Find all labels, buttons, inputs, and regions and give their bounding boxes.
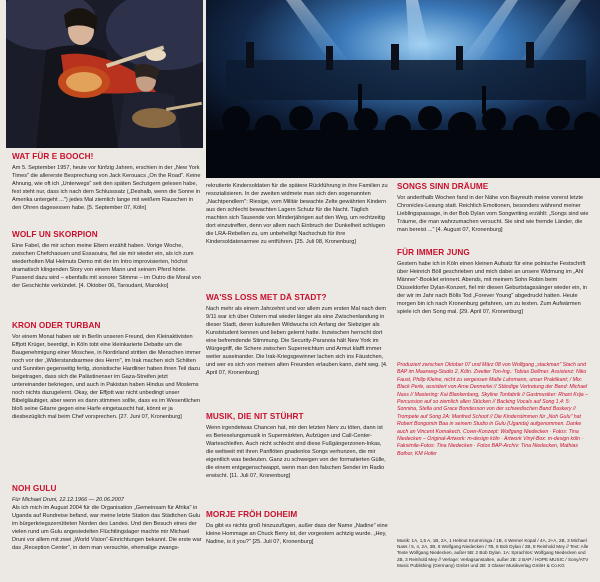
section-text: Da gibt es nichts groß hinzuzufügen, außer dass der Name „Nadine" eine kleine Hommage an Chuck Berry ist, der vorgestern achtzig wurde. „Hey, Nadine, is it you?" [25. Juli 07, Kronenburg] <box>206 523 388 546</box>
section-text: Nach mehr als einem Jahrzehnt und vor allem zum ersten Mal nach dem 9/11 war ich über Ostern mal wieder länger als eine Zwischenlandung in dieser Stadt, deren kulturellen Wildwuchs ich Anfang der Siebziger als Kunststudent kennen und lieben gelernt hatte. Inzwischen herrscht dort eine befremdende Stimmung. Die Security-Paranoia hält New York im Würgegriff, die Schere zwischen Superreichtum und Armut klafft immer weiter auseinander. Die Irak-Kriegsgewinner lachen sich ins Fäustchen, und wer es sich von meinen alten Freunden erlauben kann, zieht weg. [4. April 07, Kronenburg] <box>206 306 388 377</box>
concert-photo <box>206 0 600 178</box>
section-music-credits <box>397 538 590 569</box>
guitarists-live-photo-icon <box>6 0 203 148</box>
section-songs <box>397 182 590 234</box>
section-title: FÜR IMMER JUNG <box>397 248 470 257</box>
section-immer <box>397 248 590 316</box>
section-title: WA'SS LOSS MET DÄ STADT? <box>206 293 327 302</box>
section-title: WAT FÜR E BOOCH! <box>12 152 94 161</box>
section-text: Gestern habe ich in Köln einen kleinen Aufsatz für eine polnische Festschrift über Heinrich Böll geschrieben und mich dabei an unsere Widmung im „Ahl Männer"-Booklet erinnert. Abends, mit meinem Sohn Robin beim Düsseldorfer Dylan-Konzert, fiel mir diesen Geburtstagssänger wieder ein, in der wir im Jahr nach Bölls Tod „Forever Young" abgedruckt hatten. Heute morgen bin ich nach Kronenburg gefahren, um zu texten. Zum Aufwärmen spiele ich den Song mal. [29. April 07, Kronenburg] <box>397 261 587 316</box>
section-morje <box>206 510 388 546</box>
section-kron <box>12 321 203 422</box>
section-title: KRON ODER TURBAN <box>12 321 101 330</box>
section-text: Eine Fabel, die mir schon meine Eltern erzählt haben. Vorige Woche, zwischen Chefchaouen und Essaouira, fiel sie mir wieder ein, als ich zum wiederholten Mal Helmuts Demo mit der im Intro improvisierten, höchst dramatisch klingenden Story von einem Mann und seinem Pferd hörte. Passend dazu wird – ebenfalls mit sonorer Stimme – im Outro die Moral von der Geschichte verkündet. [4. Oktober 06, Taroudant, Marokko] <box>12 243 201 290</box>
section-noh-gulu <box>12 484 203 582</box>
credits-text: Produziert zwischen Oktober 07 und März 08 von Wolfgang „stackman" Stach und BAP im Maarweg-Studio 2, Köln. Zweiter Ton-Ing.: Tobias Dellmer. Assistenz: Niko Faust, Philip Kleine, nicht zu vergessen Malte Lahrmann, unser Praktikant; / Mix: Black Perle, assistiert von Arne Dennerlei // Ständige Vertretung der Band: Michael Nass // Mastering: Kai Blankenberg, Skyline Tonfabrik // Gastmusiker: Rhani Krija – Percussion auf so ziemlich allen Stücken // Backing Vocals auf Song 1,4: 5: Sonnina, Stella und Grace Bondesson von der schwedischen Band Baskery // Trompete auf Song 2A: Manfred Schoof // Die Kinderstimmen für „Noh Gulu" hat Robert Bongomin Baa in seinem Studio in Gulu (Uganda) aufgenommen. Danke auch an Vincent Komakech. Cover-Konzept: Wolfgang Niedecken · Fotos: Tina Niedecken – Original-Artwork: m-design köln · Artwork Vinyl-Box: m-design köln · Faksimile-Fotos: Tina Niedecken · Fotos BAP-Archiv: Tina Niedecken, Mathias Bothor, KM Hofer <box>397 362 588 457</box>
concert-crowd-photo-icon <box>206 0 600 178</box>
section-title: WOLF UN SKORPION <box>12 230 98 239</box>
section-text: Am 5. September 1957, heute vor fünfzig Jahren, erschien in der „New York Times" die allererste Besprechung von Jack Kerouacs „On the Road". Keine Ahnung, wie oft ich „Unterwegs" seit den späten Sechzigern gelesen habe, fest steht nur, dass ich nach dem Schlusssatz („Deshalb, wenn die Sonne in Amerika untergeht ...") jedes Mal ziemlich lange mit weißem Rauschen in den Ohren dagesessen habe. [5. September 07, Köln] <box>12 165 201 212</box>
section-text: Vor einem Monat haben wir in Berlin unseren Freund, den Kleinaktivisten Effjott Krüger, beerdigt, in Köln tobt eine kleinkarierte Debatte um die Baugenehmigung einer Moschee, in Nordirland stritten die Menschen immer noch vor der „Widerstandsarmee des Herrn", im Irak machen sich Schiiten und Sunniten gegenseitig fertig, zionistische Hardliner haben ihren Teil dazu beigetragen, dass sich die Palästinenser im Gaza-Streifen jetzt untereinander bekriegen, und auch in Pakistan haben Hindus und Moslems noch nichts dazugelernt. Okay, der Effjott war nicht unbedingt unser Bibelgläubiger, aber wenn es dann stimmen sollte, dass es im Wesentlichen bloß seine Gitarre gegen eine Harfe eingetauscht hat, könnt er ja diesbezüglich mal beim Chef vorsprechen. [27. Juni 07, Kronenburg] <box>12 334 201 421</box>
section-wolf <box>12 230 203 290</box>
section-wass-loss <box>206 293 388 377</box>
section-text: Vor anderthalb Wochen fand in der Nähe von Bayreuth meine vorerst letzte Chronicles-Lesung statt. Reichlich Emotionen, besonders während meiner Lieblingspassage, in der Bob Dylan vom Songwriting erzählt: „Songs sind wie Träume, die man wahrzumachen versucht. Sie sind wie fremde Länder, die man bereist ..." [4. August 07, Kronenburg] <box>397 195 589 234</box>
section-musik <box>206 412 388 480</box>
section-title: SONGS SINN DRÄUME <box>397 182 489 191</box>
section-title: MORJE FRÖH DOHEIM <box>206 510 298 519</box>
music-credits-text: Musik: 1A, 1,5 A, 1B, 2A, 1 Helmut Krumminga / 1B, 4 Werner Kopal / 4A, 2+A, 2B, 3 Michael Nass / 5, 4, 2A, 3B, 8 Wolfgang Niedecken / 7B, 8 Bob Dylan / 2B, 8 Reinhold Mey // Text: Alle Texte Wolfgang Niedecken, außer 5B: 2 Bob Dylan. 1A: Sprachlos: Wolfgang Niedecken und 2B, 3 Reinhold Mey // Verlage: Verlagsanstalten, außer 2B: 2 BAP / HOPE MUSIC / Sony/ATV Music Publishing (Germany) GmbH und 2B: 3 Glaser Musikverlag GmbH & Co.KG <box>397 538 589 568</box>
section-noh-continued <box>206 182 388 246</box>
section-credits <box>397 362 590 458</box>
section-wat-for <box>12 152 203 212</box>
noh-gulu-continued-text: rekrutierte Kindersoldaten für die spätere Rückführung in ihre Familien zu resozialisieren. In der zweiten widmete man sich den sogenannten „Nachtpendlern": Riesige, vom Militär bewachte Zelte gewährten Kindern aus den schlecht bewachten Lagern Schutz für die Nacht. Täglich machten sich Tausende von Minderjährigen auf den Weg, um rechtzeitig dort einzutreffen, denn vor allem nach Einbruch der Dunkelheit schlugen die LRA-Rebellen zu, um unbehelligt Nachschub für ihre Kindersoldatenarmee zu entführen. [25. Juli 08, Kronenburg] <box>206 183 388 246</box>
section-title: MUSIK, DIE NIT STÜHRT <box>206 412 304 421</box>
section-text: Wenn irgendetwas Chancen hat, mir den letzten Nerv zu töten, dann ist es Berieselungsmusik in Supermärkten, Aufzügen und Call-Center-Warteschleifen. Auch nicht schlecht sind diese Fußgängerzonen-Inkas, die weltweit mit ihren Panflöten gnadenlos Songs verhunzen, die mir eigentlich was bedeuten. Ganz zu schweigen von der formatierten Gülle, die einem entgegenschwappt, wenn man den falschen Sender im Radio erwischt. [11. Juli 07, Kronenburg] <box>206 425 386 480</box>
guitarists-photo <box>6 0 203 148</box>
section-text: Als ich mich im August 2004 für die Organisation „Gemeinsam für Afrika" in Uganda auf Rundreise befand, war meine letzte Station das Städtchen Gulu im bürgerkriegszerrütteten Norden des Landes. Und den Besuch eines der vielen rund um Gulu angesiedelten Flüchtlingslager machte mir Michael Druni vor allem mit zwei „World Vision"-Einrichtungen bekannt. Die erste war das „Reception Center", in dem man versuchte, ehemalige zwangs- <box>12 505 202 552</box>
section-subtitle: Für Michael Druni, 12.12.1966 — 20.06.2007 <box>12 497 124 503</box>
section-title: NOH GULU <box>12 484 57 493</box>
